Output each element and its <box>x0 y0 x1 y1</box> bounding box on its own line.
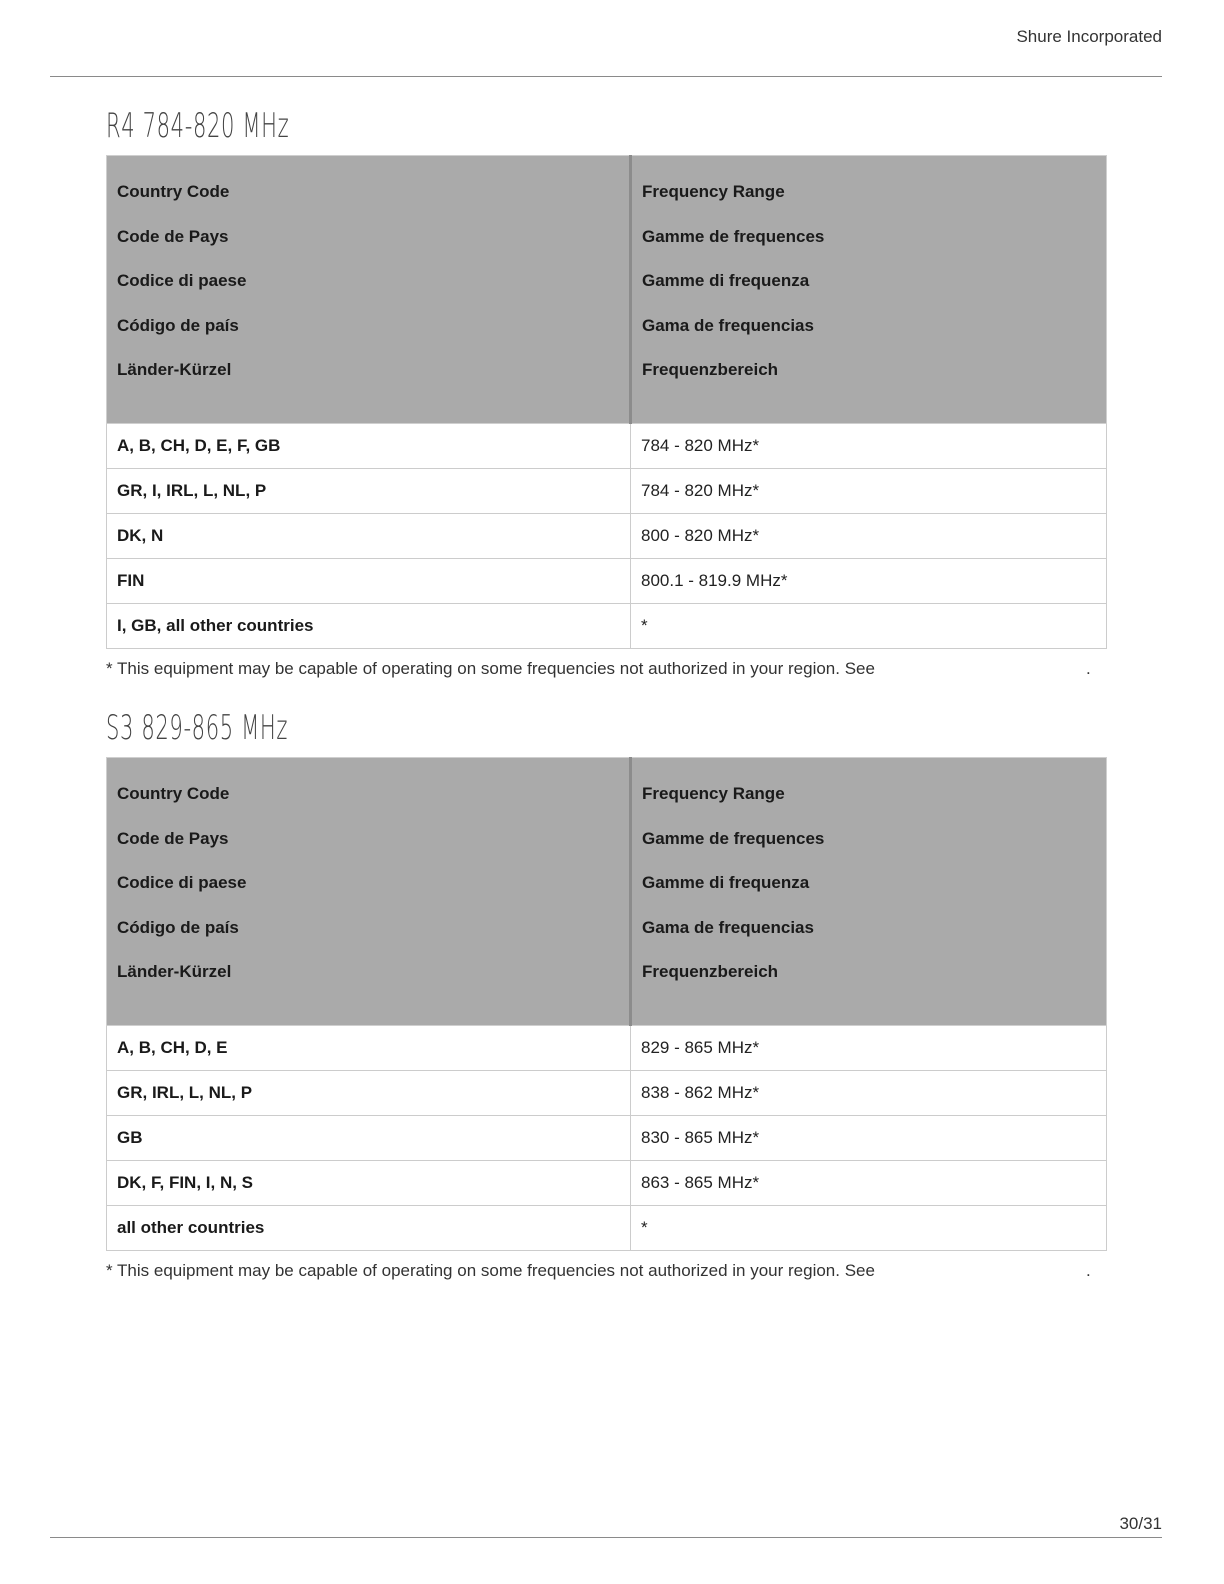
frequency-table <box>106 155 1107 649</box>
table-row <box>107 1160 1107 1205</box>
range-cell: * <box>631 1205 1107 1250</box>
country-cell: DK, N <box>107 513 631 558</box>
range-cell: 784 - 820 MHz* <box>631 423 1107 468</box>
header-divider <box>50 76 1162 77</box>
country-cell: FIN <box>107 558 631 603</box>
table-row <box>107 468 1107 513</box>
country-cell: DK, F, FIN, I, N, S <box>107 1160 631 1205</box>
country-code-header: Country Code Code de Pays Codice di paese Código de país Länder-Kürzel <box>107 758 631 1026</box>
range-cell: 784 - 820 MHz* <box>631 468 1107 513</box>
range-cell: * <box>631 603 1107 648</box>
table-row <box>107 1115 1107 1160</box>
frequency-table <box>106 757 1107 1251</box>
footnote-end: . <box>1086 658 1091 678</box>
footnote-text: * This equipment may be capable of operating on some frequencies not authorized in your region. See <box>106 658 875 678</box>
table-row <box>107 1205 1107 1250</box>
frequency-section-s3 <box>106 706 1106 1281</box>
table-header-row <box>107 758 1107 1026</box>
frequency-section-r4 <box>106 104 1106 679</box>
footnote <box>106 1261 1106 1281</box>
range-cell: 800 - 820 MHz* <box>631 513 1107 558</box>
table-row <box>107 558 1107 603</box>
table-header-row <box>107 156 1107 424</box>
table-row <box>107 513 1107 558</box>
range-cell: 838 - 862 MHz* <box>631 1070 1107 1115</box>
country-cell: GR, I, IRL, L, NL, P <box>107 468 631 513</box>
country-cell: A, B, CH, D, E, F, GB <box>107 423 631 468</box>
company-name: Shure Incorporated <box>1016 27 1162 46</box>
range-cell: 800.1 - 819.9 MHz* <box>631 558 1107 603</box>
country-cell: all other countries <box>107 1205 631 1250</box>
range-cell: 830 - 865 MHz* <box>631 1115 1107 1160</box>
country-cell: I, GB, all other countries <box>107 603 631 648</box>
country-cell: GB <box>107 1115 631 1160</box>
country-code-header: Country Code Code de Pays Codice di paese Código de país Länder-Kürzel <box>107 156 631 424</box>
table-row <box>107 603 1107 648</box>
section-title: R4 784-820 MHz <box>106 106 290 146</box>
footnote <box>106 659 1106 679</box>
table-row <box>107 1070 1107 1115</box>
section-title: S3 829-865 MHz <box>106 708 289 748</box>
table-row <box>107 1025 1107 1070</box>
table-row <box>107 423 1107 468</box>
footer-divider <box>50 1537 1162 1538</box>
page-number: 30/31 <box>1119 1514 1162 1533</box>
footnote-text: * This equipment may be capable of operating on some frequencies not authorized in your region. See <box>106 1260 875 1280</box>
country-cell: A, B, CH, D, E <box>107 1025 631 1070</box>
frequency-range-header: Frequency Range Gamme de frequences Gamme di frequenza Gama de frequencias Frequenzbereich <box>631 758 1107 1026</box>
range-cell: 863 - 865 MHz* <box>631 1160 1107 1205</box>
range-cell: 829 - 865 MHz* <box>631 1025 1107 1070</box>
frequency-range-header: Frequency Range Gamme de frequences Gamme di frequenza Gama de frequencias Frequenzbereich <box>631 156 1107 424</box>
country-cell: GR, IRL, L, NL, P <box>107 1070 631 1115</box>
footnote-end: . <box>1086 1260 1091 1280</box>
